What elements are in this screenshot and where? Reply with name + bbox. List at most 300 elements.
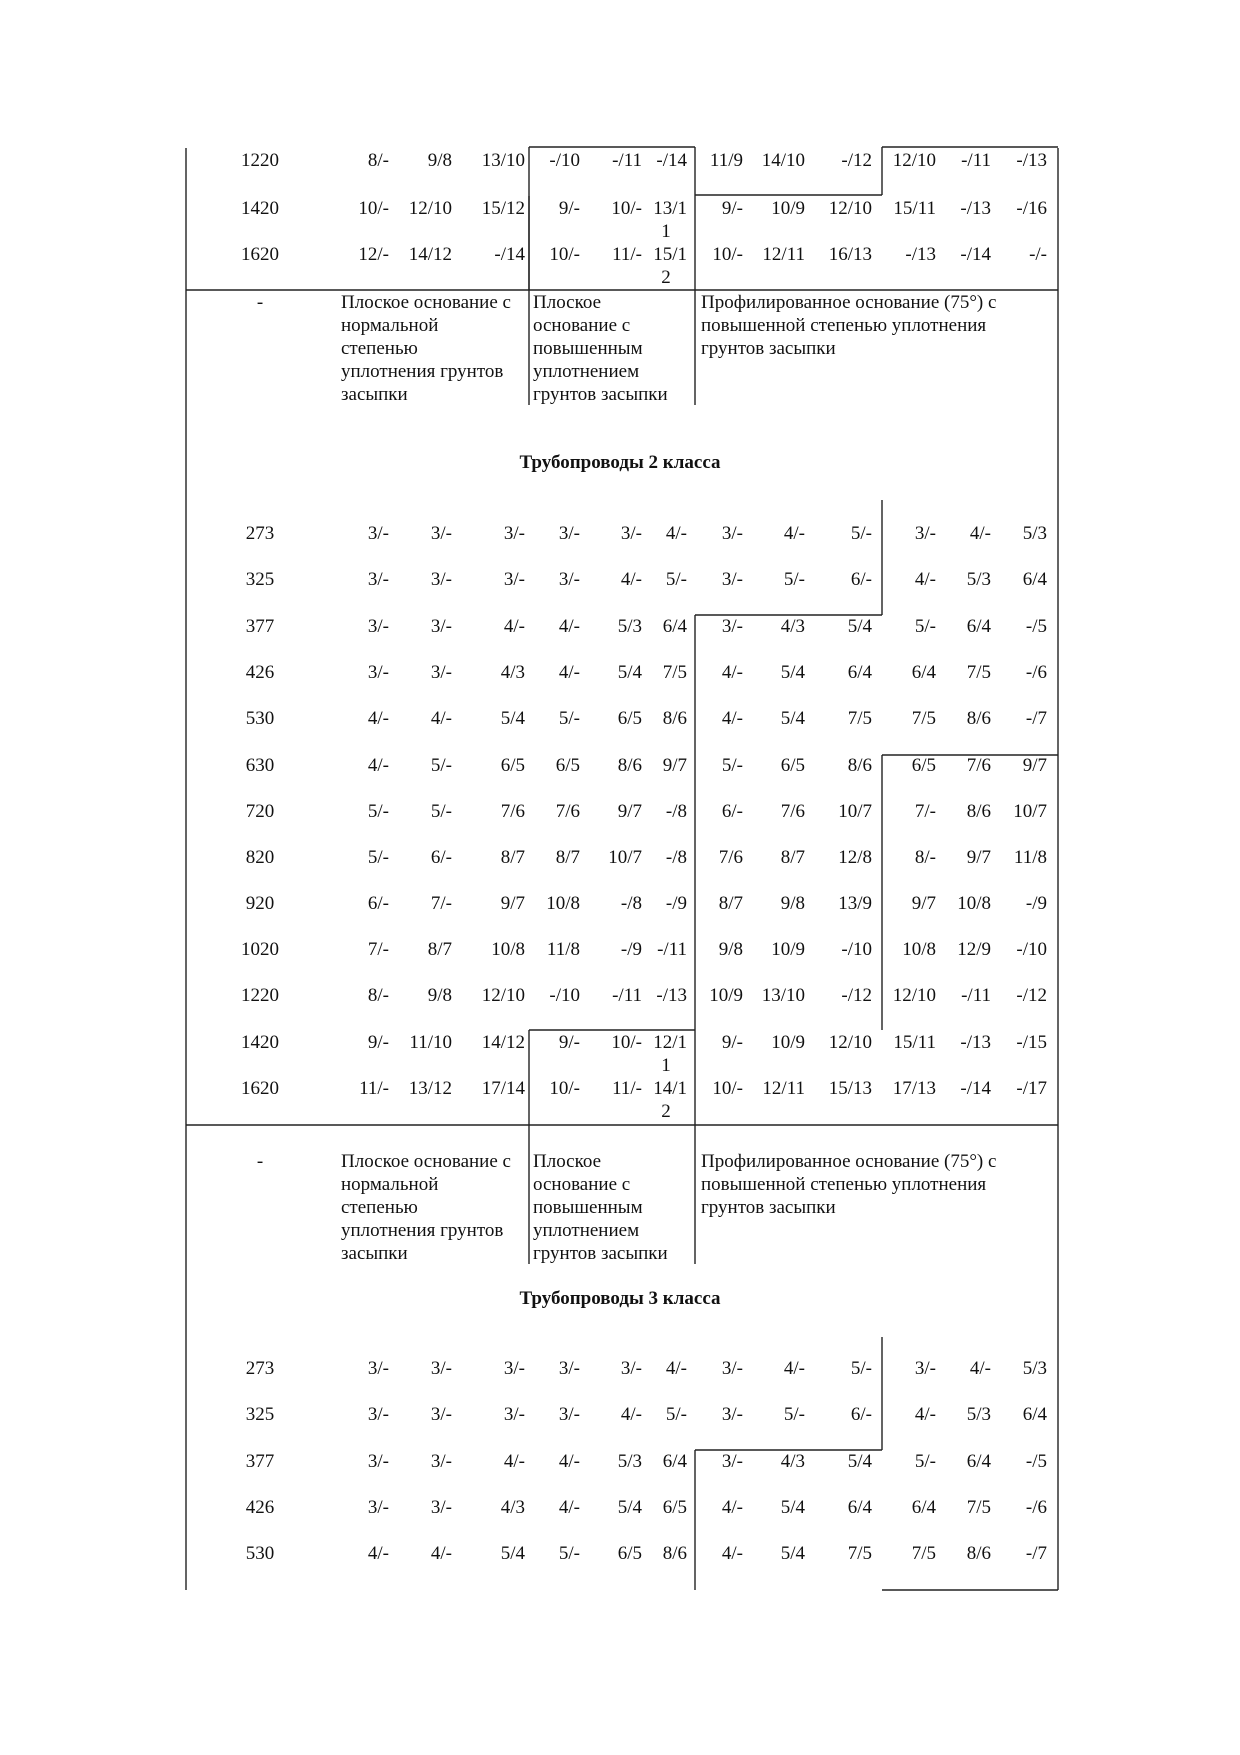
value-cell: 10/9 [709, 985, 743, 1006]
value-cell: 13/9 [838, 893, 872, 914]
value-cell: 11/- [359, 1078, 389, 1099]
value-cell: 9/- [721, 198, 743, 219]
value-cell: 3/- [503, 1358, 525, 1379]
value-cell: 9/- [558, 198, 580, 219]
value-cell: 14/10 [761, 150, 805, 171]
value-cell: 6/- [850, 569, 872, 590]
value-cell: 7/5 [911, 708, 936, 729]
value-cell: 3/- [430, 1404, 452, 1425]
value-cell: 3/- [367, 1358, 389, 1379]
value-cell: 8/6 [966, 708, 991, 729]
value-cell: 7/5 [966, 1497, 991, 1518]
value-cell: 7/5 [847, 708, 872, 729]
value-cell: 6/4 [662, 616, 687, 637]
value-cell: 5/4 [780, 708, 805, 729]
value-cell: -/14 [960, 244, 991, 265]
value-cell: 5/3 [966, 1404, 991, 1425]
value-cell: 3/- [620, 1358, 642, 1379]
legend-profiled-base-line: Профилированное основание (75°) с [701, 292, 997, 313]
value-cell: 10/9 [771, 1032, 805, 1053]
legend-flat-normal-density [341, 1150, 531, 1265]
value-cell: 3/- [721, 523, 743, 544]
value-cell: 6/- [850, 1404, 872, 1425]
value-cell: 3/- [558, 523, 580, 544]
diameter-cell: 630 [245, 755, 275, 776]
value-cell: 9/7 [911, 893, 936, 914]
value-cell: 5/3 [617, 616, 642, 637]
legend-dash: - [256, 1151, 264, 1172]
value-cell: 3/- [430, 569, 452, 590]
value-cell: 3/- [367, 1404, 389, 1425]
value-cell: -/9 [1025, 893, 1047, 914]
value-cell: 9/8 [427, 985, 452, 1006]
diameter-cell: 426 [245, 1497, 275, 1518]
value-cell: 4/3 [780, 616, 805, 637]
value-cell: 9/7 [500, 893, 525, 914]
value-cell: 5/- [558, 1543, 580, 1564]
legend-flat-increased-density-line: Плоское [533, 292, 602, 313]
value-cell: 4/- [620, 1404, 642, 1425]
value-cell: 5/- [367, 801, 389, 822]
value-cell: 5/- [367, 847, 389, 868]
value-cell: 4/- [783, 523, 805, 544]
value-cell: 6/5 [500, 755, 525, 776]
value-cell: 14/12 [481, 1032, 525, 1053]
value-cell: 6/4 [1022, 1404, 1047, 1425]
value-cell: 5/- [665, 1404, 687, 1425]
value-cell: 10/7 [608, 847, 642, 868]
value-cell: -/17 [1016, 1078, 1047, 1099]
value-cell: 3/- [721, 1358, 743, 1379]
value-cell: -/11 [961, 985, 991, 1006]
value-cell: 6/- [721, 801, 743, 822]
value-cell: 12/10 [828, 1032, 872, 1053]
value-cell: 4/3 [500, 662, 525, 683]
value-cell: 4/3 [780, 1451, 805, 1472]
value-cell: 5/4 [847, 616, 872, 637]
value-cell: 8/7 [718, 893, 743, 914]
value-cell: 7/5 [911, 1543, 936, 1564]
value-cell: 5/4 [500, 708, 525, 729]
value-cell: 3/- [367, 616, 389, 637]
legend-flat-normal-density-line: уплотнения грунтов [341, 1220, 504, 1241]
value-cell: 4/- [503, 616, 525, 637]
value-cell: 3/- [430, 662, 452, 683]
value-cell: 4/- [558, 616, 580, 637]
value-cell: 10/- [549, 1078, 580, 1099]
value-cell: 6/5 [555, 755, 580, 776]
value-cell: 4/- [721, 708, 743, 729]
legend-profiled-base [701, 291, 1046, 360]
value-cell: -/14 [656, 150, 687, 171]
value-cell: 3/- [430, 616, 452, 637]
value-cell: 6/4 [847, 662, 872, 683]
diameter-cell: 325 [245, 1404, 275, 1425]
value-cell: 5/4 [780, 662, 805, 683]
value-cell: -/12 [841, 985, 872, 1006]
value-cell: 11/8 [546, 939, 580, 960]
value-cell: 8/7 [555, 847, 580, 868]
value-cell: 3/- [367, 523, 389, 544]
value-cell: 6/5 [617, 1543, 642, 1564]
value-cell: 11/9 [709, 150, 743, 171]
value-cell: 9/7 [1022, 755, 1047, 776]
value-cell: 10/- [549, 244, 580, 265]
value-cell: 4/- [367, 755, 389, 776]
legend-flat-increased-density-line: повышенным [533, 338, 643, 359]
legend-flat-normal-density-line: нормальной [341, 1174, 439, 1195]
value-cell: 8/- [367, 150, 389, 171]
value-cell: 4/- [620, 569, 642, 590]
value-cell: 5/4 [617, 1497, 642, 1518]
legend-profiled-base [701, 1150, 1046, 1219]
value-cell: 4/- [430, 1543, 452, 1564]
value-cell: 7/5 [847, 1543, 872, 1564]
legend-flat-increased-density-line: грунтов засыпки [533, 1243, 668, 1264]
legend-flat-increased-density-line: Плоское [533, 1151, 602, 1172]
value-cell: 10/- [611, 198, 642, 219]
value-cell: 5/- [914, 1451, 936, 1472]
value-cell: 6/4 [911, 662, 936, 683]
diameter-cell: 1020 [241, 939, 279, 960]
value-cell: 6/5 [617, 708, 642, 729]
value-cell: 11/- [612, 1078, 642, 1099]
value-cell: 12/10 [481, 985, 525, 1006]
value-cell: -/13 [960, 1032, 991, 1053]
diameter-cell: 1420 [241, 1032, 279, 1053]
value-cell: 7/6 [500, 801, 525, 822]
value-cell: 5/- [665, 569, 687, 590]
value-cell: 7/6 [966, 755, 991, 776]
value-cell: 12/- [358, 244, 389, 265]
value-cell: 4/- [721, 1543, 743, 1564]
legend-profiled-base-line: Профилированное основание (75°) с [701, 1151, 997, 1172]
value-cell: 11/10 [409, 1032, 452, 1053]
value-cell: 4/- [783, 1358, 805, 1379]
value-cell: 15/11 [893, 1032, 936, 1053]
legend-flat-increased-density-line: грунтов засыпки [533, 384, 668, 405]
value-cell: 3/- [558, 569, 580, 590]
value-cell: 4/- [721, 662, 743, 683]
value-cell: 4/- [969, 1358, 991, 1379]
value-cell: 3/- [430, 1451, 452, 1472]
legend-flat-increased-density-line: основание с [533, 315, 631, 336]
value-cell: 6/- [367, 893, 389, 914]
legend-flat-normal-density-line: степенью [341, 338, 418, 359]
value-cell: 3/- [367, 1497, 389, 1518]
value-cell: 5/- [914, 616, 936, 637]
value-cell: 5/- [783, 569, 805, 590]
value-cell: 3/- [503, 569, 525, 590]
value-cell: 6/4 [1022, 569, 1047, 590]
value-cell: -/10 [549, 150, 580, 171]
value-cell: 17/14 [481, 1078, 525, 1099]
value-cell: 10/- [712, 1078, 743, 1099]
value-cell: -/16 [1016, 198, 1047, 219]
value-cell: 10/8 [902, 939, 936, 960]
value-cell: 4/- [558, 662, 580, 683]
diameter-cell: 1220 [241, 985, 279, 1006]
value-cell: -/13 [905, 244, 936, 265]
value-cell: 16/13 [828, 244, 872, 265]
value-cell: 6/4 [847, 1497, 872, 1518]
value-cell: -/9 [620, 939, 642, 960]
value-cell: 7/6 [780, 801, 805, 822]
value-cell: 4/- [558, 1451, 580, 1472]
value-cell: -/- [1029, 244, 1047, 265]
diameter-cell: 1420 [241, 198, 279, 219]
value-cell: -/5 [1025, 1451, 1047, 1472]
diameter-cell: 530 [245, 708, 275, 729]
value-cell: 10/- [712, 244, 743, 265]
diameter-cell: 720 [245, 801, 275, 822]
value-cell: 15/11 [893, 198, 936, 219]
value-cell: 4/- [503, 1451, 525, 1472]
value-cell: 10/8 [546, 893, 580, 914]
value-cell: 6/5 [780, 755, 805, 776]
value-cell: 12/10 [892, 985, 936, 1006]
value-cell: 4/- [430, 708, 452, 729]
value-cell: 15/1 [653, 244, 687, 265]
value-cell: 4/- [914, 1404, 936, 1425]
value-cell: -/14 [960, 1078, 991, 1099]
value-cell: -/12 [1016, 985, 1047, 1006]
value-cell: 4/- [367, 1543, 389, 1564]
value-cell: 13/10 [481, 150, 525, 171]
value-cell: 10/8 [491, 939, 525, 960]
value-cell: 12/11 [762, 1078, 805, 1099]
value-cell: 8/7 [500, 847, 525, 868]
value-cell: 3/- [721, 569, 743, 590]
value-cell: 3/- [503, 523, 525, 544]
value-cell: -/10 [841, 939, 872, 960]
diameter-cell: 530 [245, 1543, 275, 1564]
value-cell: 11/- [612, 244, 642, 265]
section2-title: Трубопроводы 2 класса [519, 452, 721, 473]
legend-flat-normal-density-line: уплотнения грунтов [341, 361, 504, 382]
value-cell: 10/8 [957, 893, 991, 914]
diameter-cell: 426 [245, 662, 275, 683]
value-cell: 8/6 [966, 801, 991, 822]
value-cell: 7/6 [718, 847, 743, 868]
legend-profiled-base-line: повышенной степенью уплотнения [701, 315, 987, 336]
value-cell: 13/1 [653, 198, 687, 219]
value-cell: 8/7 [780, 847, 805, 868]
value-cell: 9/8 [780, 893, 805, 914]
value-cell: 3/- [558, 1404, 580, 1425]
value-cell: -/5 [1025, 616, 1047, 637]
value-cell: -/8 [665, 801, 687, 822]
value-cell: 4/- [721, 1497, 743, 1518]
value-cell: 5/- [721, 755, 743, 776]
value-cell-wrap: 1 [661, 221, 671, 242]
diameter-cell: 273 [245, 1358, 275, 1379]
value-cell: 8/6 [966, 1543, 991, 1564]
value-cell: 12/11 [762, 244, 805, 265]
legend-flat-normal-density-line: Плоское основание с [341, 1151, 511, 1172]
value-cell: 14/12 [408, 244, 452, 265]
value-cell: 3/- [721, 1404, 743, 1425]
value-cell: 7/5 [966, 662, 991, 683]
value-cell: 12/8 [838, 847, 872, 868]
value-cell: -/13 [960, 198, 991, 219]
diameter-cell: 1620 [241, 244, 279, 265]
value-cell: 5/3 [1022, 523, 1047, 544]
legend-flat-normal-density-line: засыпки [341, 1243, 408, 1264]
value-cell: 3/- [914, 523, 936, 544]
legend-profiled-base-line: повышенной степенью уплотнения [701, 1174, 987, 1195]
value-cell: 15/12 [481, 198, 525, 219]
value-cell: 4/- [558, 1497, 580, 1518]
legend-profiled-base-line: грунтов засыпки [701, 338, 836, 359]
legend-flat-normal-density [341, 291, 531, 406]
value-cell: -/11 [612, 985, 642, 1006]
value-cell: 3/- [558, 1358, 580, 1379]
legend-flat-increased-density-line: уплотнением [533, 1220, 640, 1241]
value-cell: 9/7 [966, 847, 991, 868]
value-cell: 3/- [503, 1404, 525, 1425]
value-cell: 12/10 [408, 198, 452, 219]
value-cell: 14/1 [653, 1078, 687, 1099]
value-cell: 3/- [721, 1451, 743, 1472]
value-cell: 5/- [430, 755, 452, 776]
value-cell: 5/- [850, 523, 872, 544]
value-cell: 3/- [367, 1451, 389, 1472]
legend-flat-normal-density-line: засыпки [341, 384, 408, 405]
value-cell: 3/- [721, 616, 743, 637]
value-cell: 10/9 [771, 198, 805, 219]
value-cell: 15/13 [828, 1078, 872, 1099]
legend-flat-increased-density [533, 291, 683, 406]
legend-flat-normal-density-line: Плоское основание с [341, 292, 511, 313]
value-cell: 12/10 [892, 150, 936, 171]
value-cell: 3/- [620, 523, 642, 544]
value-cell: 7/5 [662, 662, 687, 683]
value-cell: -/14 [494, 244, 525, 265]
value-cell: -/10 [549, 985, 580, 1006]
value-cell: 10/- [358, 198, 389, 219]
diameter-cell: 1220 [241, 150, 279, 171]
value-cell: -/10 [1016, 939, 1047, 960]
diameter-cell: 377 [245, 1451, 275, 1472]
value-cell-wrap: 2 [661, 1101, 671, 1122]
value-cell: 5/4 [617, 662, 642, 683]
value-cell: 3/- [367, 569, 389, 590]
value-cell: 8/7 [427, 939, 452, 960]
value-cell: -/6 [1025, 662, 1047, 683]
value-cell: 4/- [367, 708, 389, 729]
value-cell: 6/4 [966, 1451, 991, 1472]
value-cell: 7/- [367, 939, 389, 960]
value-cell: 12/1 [653, 1032, 687, 1053]
value-cell: 10/9 [771, 939, 805, 960]
diameter-cell: 920 [245, 893, 275, 914]
value-cell: -/8 [620, 893, 642, 914]
legend-flat-normal-density-line: степенью [341, 1197, 418, 1218]
value-cell: 5/- [430, 801, 452, 822]
value-cell: 11/8 [1013, 847, 1047, 868]
value-cell: 8/6 [617, 755, 642, 776]
legend-flat-increased-density-line: основание с [533, 1174, 631, 1195]
value-cell: 6/5 [662, 1497, 687, 1518]
value-cell: 9/7 [662, 755, 687, 776]
value-cell: 5/4 [847, 1451, 872, 1472]
value-cell: 3/- [430, 1497, 452, 1518]
section3-title: Трубопроводы 3 класса [519, 1288, 721, 1309]
value-cell: 10/7 [1013, 801, 1047, 822]
legend-flat-increased-density-line: повышенным [533, 1197, 643, 1218]
value-cell: -/7 [1025, 1543, 1047, 1564]
value-cell: 7/6 [555, 801, 580, 822]
legend-profiled-base-line: грунтов засыпки [701, 1197, 836, 1218]
value-cell: 17/13 [892, 1078, 936, 1099]
value-cell: 5/4 [500, 1543, 525, 1564]
value-cell: -/11 [612, 150, 642, 171]
legend-dash: - [256, 292, 264, 313]
value-cell: 6/5 [911, 755, 936, 776]
value-cell: -/13 [656, 985, 687, 1006]
value-cell: -/11 [961, 150, 991, 171]
value-cell: 13/12 [408, 1078, 452, 1099]
value-cell: -/7 [1025, 708, 1047, 729]
value-cell: -/12 [841, 150, 872, 171]
value-cell: 9/7 [617, 801, 642, 822]
value-cell: 4/- [665, 1358, 687, 1379]
value-cell: 5/3 [617, 1451, 642, 1472]
value-cell: 3/- [914, 1358, 936, 1379]
value-cell: 4/- [969, 523, 991, 544]
value-cell: -/8 [665, 847, 687, 868]
value-cell: 8/- [367, 985, 389, 1006]
value-cell: 5/4 [780, 1543, 805, 1564]
value-cell: 9/- [721, 1032, 743, 1053]
diameter-cell: 273 [245, 523, 275, 544]
value-cell: 10/7 [838, 801, 872, 822]
value-cell: 9/8 [718, 939, 743, 960]
value-cell: 3/- [430, 1358, 452, 1379]
value-cell: 8/- [914, 847, 936, 868]
value-cell: 6/- [430, 847, 452, 868]
value-cell: 5/3 [966, 569, 991, 590]
diameter-cell: 325 [245, 569, 275, 590]
value-cell-wrap: 1 [661, 1055, 671, 1076]
value-cell: 7/- [430, 893, 452, 914]
value-cell: 5/3 [1022, 1358, 1047, 1379]
value-cell: 7/- [914, 801, 936, 822]
value-cell: 3/- [367, 662, 389, 683]
value-cell: 12/9 [957, 939, 991, 960]
value-cell: 4/- [914, 569, 936, 590]
value-cell: 8/6 [662, 1543, 687, 1564]
value-cell: -/9 [665, 893, 687, 914]
value-cell: -/11 [657, 939, 687, 960]
value-cell: -/13 [1016, 150, 1047, 171]
legend-flat-increased-density-line: уплотнением [533, 361, 640, 382]
value-cell-wrap: 2 [661, 267, 671, 288]
value-cell: 5/- [850, 1358, 872, 1379]
value-cell: 8/6 [847, 755, 872, 776]
value-cell: 3/- [430, 523, 452, 544]
diameter-cell: 820 [245, 847, 275, 868]
diameter-cell: 1620 [241, 1078, 279, 1099]
value-cell: 6/4 [911, 1497, 936, 1518]
value-cell: 5/4 [780, 1497, 805, 1518]
value-cell: 9/- [367, 1032, 389, 1053]
legend-flat-increased-density [533, 1150, 683, 1265]
value-cell: -/15 [1016, 1032, 1047, 1053]
value-cell: 5/- [558, 708, 580, 729]
value-cell: 6/4 [662, 1451, 687, 1472]
